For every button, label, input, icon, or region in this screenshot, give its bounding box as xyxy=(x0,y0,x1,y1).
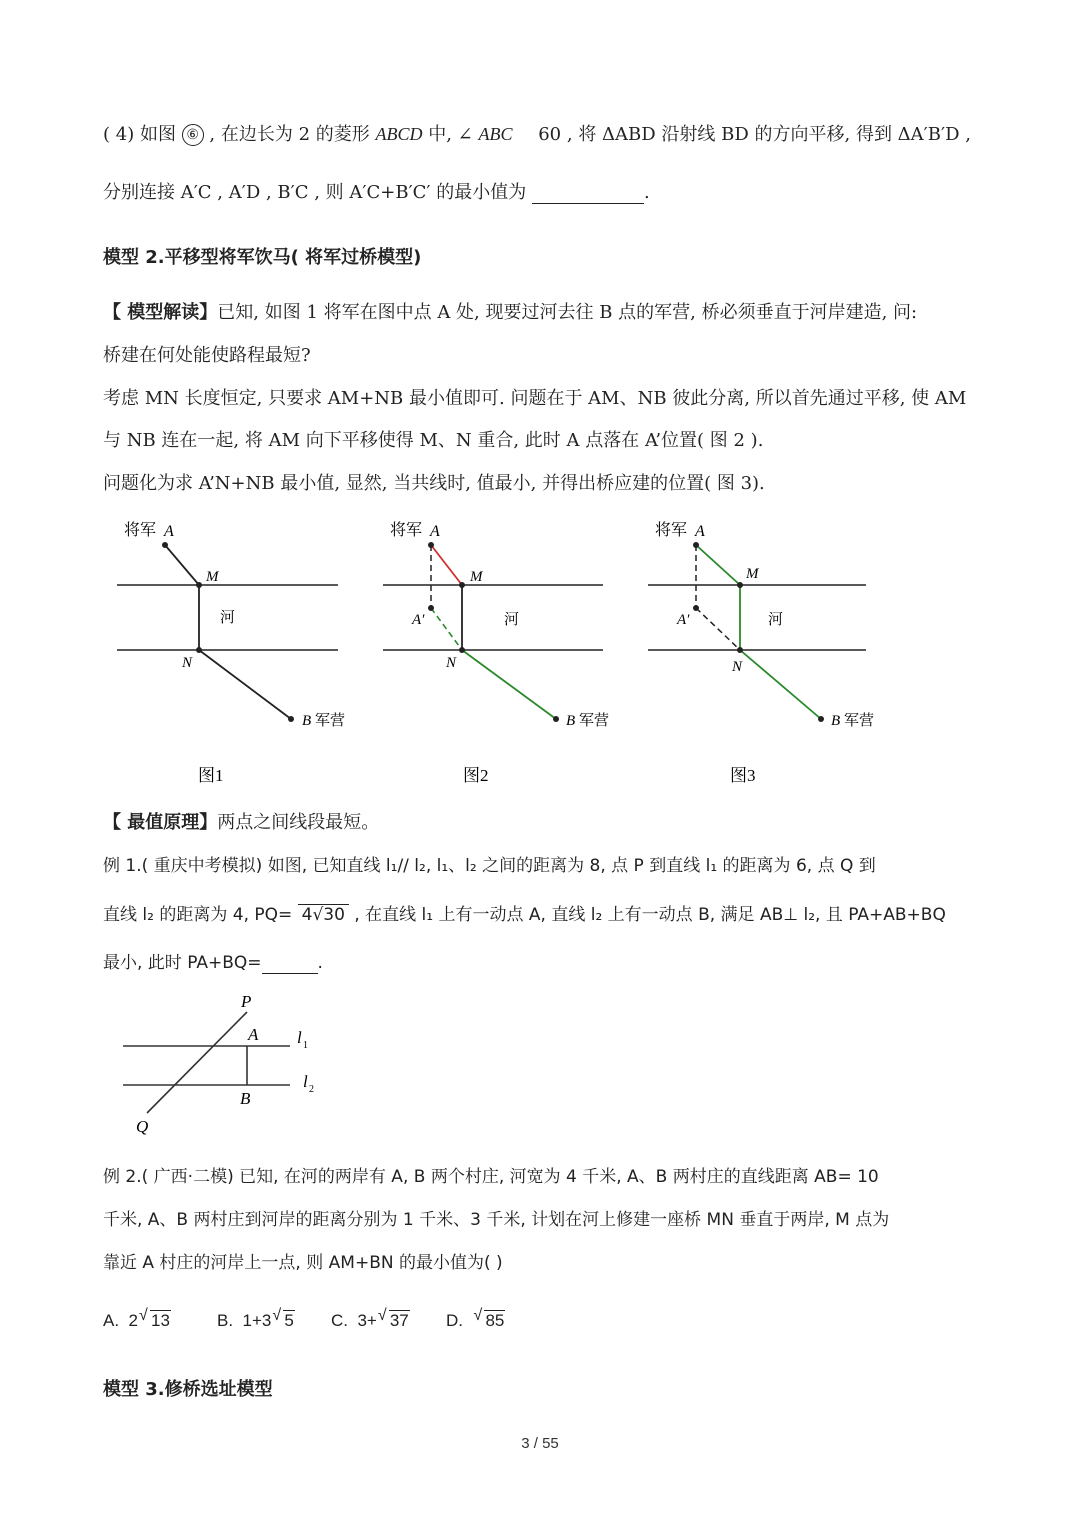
svg-text:B: B xyxy=(566,713,576,729)
ex2-line1: 例 2.( 广西·二模) 已知, 在河的两岸有 A, B 两个村庄, 河宽为 4 千米, A、B 两村庄的直线距离 AB= 10 xyxy=(103,1167,879,1187)
svg-text:A: A xyxy=(248,1025,259,1044)
figure-1 xyxy=(117,521,345,785)
svg-text:河: 河 xyxy=(768,612,784,628)
svg-text:N: N xyxy=(446,655,457,671)
option-b: B. 1+3√ 5 xyxy=(217,1310,295,1331)
svg-text:A′: A′ xyxy=(412,612,425,628)
svg-text:M: M xyxy=(470,569,483,585)
svg-text:将军: 将军 xyxy=(124,522,157,539)
ex1-figure xyxy=(0,990,400,1135)
bridge-figures xyxy=(0,510,1080,800)
svg-text:河: 河 xyxy=(504,612,520,628)
svg-text:A′: A′ xyxy=(677,612,690,628)
sqrt-13: √ 13 xyxy=(150,1310,171,1331)
explain-line1: 【 模型解读】已知, 如图 1 将军在图中点 A 处, 现要过河去往 B 点的军营, 桥必须垂直于河岸建造, 问: xyxy=(103,302,918,323)
explain-line5: 问题化为求 A’N+NB 最小值, 显然, 当共线时, 值最小, 并得出桥应建的位置( 图 3). xyxy=(103,473,765,494)
svg-text:将军: 将军 xyxy=(390,522,423,539)
option-a: A. 2√ 13 xyxy=(103,1310,171,1331)
answer-blank xyxy=(262,953,318,974)
svg-text:A: A xyxy=(164,523,174,540)
answer-blank xyxy=(532,182,644,204)
figure-3 xyxy=(648,521,874,785)
svg-text:B: B xyxy=(302,713,312,729)
ex2-line3: 靠近 A 村庄的河岸上一点, 则 AM+BN 的最小值为( ) xyxy=(103,1253,503,1273)
svg-text:B: B xyxy=(240,1089,251,1108)
svg-text:A: A xyxy=(430,523,440,540)
ex1-line1: 例 1.( 重庆中考模拟) 如图, 已知直线 l₁// l₂, l₁、l₂ 之间的距离为 8, 点 P 到直线 l₁ 的距离为 6, 点 Q 到 xyxy=(103,856,876,876)
svg-text:N: N xyxy=(182,655,193,671)
ex2-line2: 千米, A、B 两村庄到河岸的距离分别为 1 千米、3 千米, 计划在河上修建一座桥 MN 垂直于两岸, M 点为 xyxy=(103,1210,890,1230)
svg-text:l: l xyxy=(303,1072,308,1091)
svg-text:图1: 图1 xyxy=(198,766,224,785)
figure-2 xyxy=(383,521,609,785)
model2-title: 模型 2.平移型将军饮马( 将军过桥模型) xyxy=(103,247,422,268)
svg-text:2: 2 xyxy=(309,1084,314,1095)
explain-line4: 与 NB 连在一起, 将 AM 向下平移使得 M、N 重合, 此时 A 点落在 A’位置( 图 2 ). xyxy=(103,430,764,451)
svg-text:河: 河 xyxy=(220,610,236,626)
circled-six: ⑥ xyxy=(182,124,204,146)
q4-line1: ( 4) 如图 ⑥ , 在边长为 2 的菱形 ABCD 中, ∠ ABC 60 , 将 ΔABD 沿射线 BD 的方向平移, 得到 ΔA′B′D , xyxy=(103,124,971,145)
svg-text:军营: 军营 xyxy=(844,713,875,729)
svg-text:A: A xyxy=(695,523,705,540)
svg-text:图3: 图3 xyxy=(730,766,756,785)
svg-text:l: l xyxy=(297,1028,302,1047)
svg-text:N: N xyxy=(732,659,743,675)
svg-text:将军: 将军 xyxy=(655,522,688,539)
sqrt-85: √ 85 xyxy=(484,1310,505,1331)
ex1-line3: 最小, 此时 PA+BQ= . xyxy=(103,953,323,973)
svg-text:M: M xyxy=(206,569,219,585)
option-c: C. 3+√ 37 xyxy=(331,1310,410,1331)
pq-value: 4√30 xyxy=(298,904,349,925)
svg-text:图2: 图2 xyxy=(463,766,489,785)
svg-text:军营: 军营 xyxy=(315,713,346,729)
option-d: D. √ 85 xyxy=(446,1310,505,1331)
sqrt-5: √ 5 xyxy=(283,1310,294,1331)
svg-text:M: M xyxy=(746,566,759,582)
explain-line2: 桥建在何处能使路程最短? xyxy=(103,345,311,366)
svg-text:军营: 军营 xyxy=(579,713,610,729)
svg-text:P: P xyxy=(241,992,252,1011)
explain-line3: 考虑 MN 长度恒定, 只要求 AM+NB 最小值即可. 问题在于 AM、NB 彼此分离, 所以首先通过平移, 使 AM xyxy=(103,388,967,409)
principle-line: 【 最值原理】两点之间线段最短。 xyxy=(103,812,380,833)
model3-title: 模型 3.修桥选址模型 xyxy=(103,1379,273,1400)
svg-text:Q: Q xyxy=(136,1117,149,1135)
ex1-line2: 直线 l₂ 的距离为 4, PQ= 4√30 , 在直线 l₁ 上有一动点 A, 直线 l₂ 上有一动点 B, 满足 AB⊥ l₂, 且 PA+AB+BQ xyxy=(103,905,946,925)
sqrt-37: √ 37 xyxy=(389,1310,410,1331)
svg-text:B: B xyxy=(831,713,841,729)
page-number: 3 / 55 xyxy=(521,1435,559,1452)
svg-text:1: 1 xyxy=(303,1040,308,1051)
q4-line2: 分别连接 A′C , A′D , B′C , 则 A′C+B′C′ 的最小值为 . xyxy=(103,182,650,203)
